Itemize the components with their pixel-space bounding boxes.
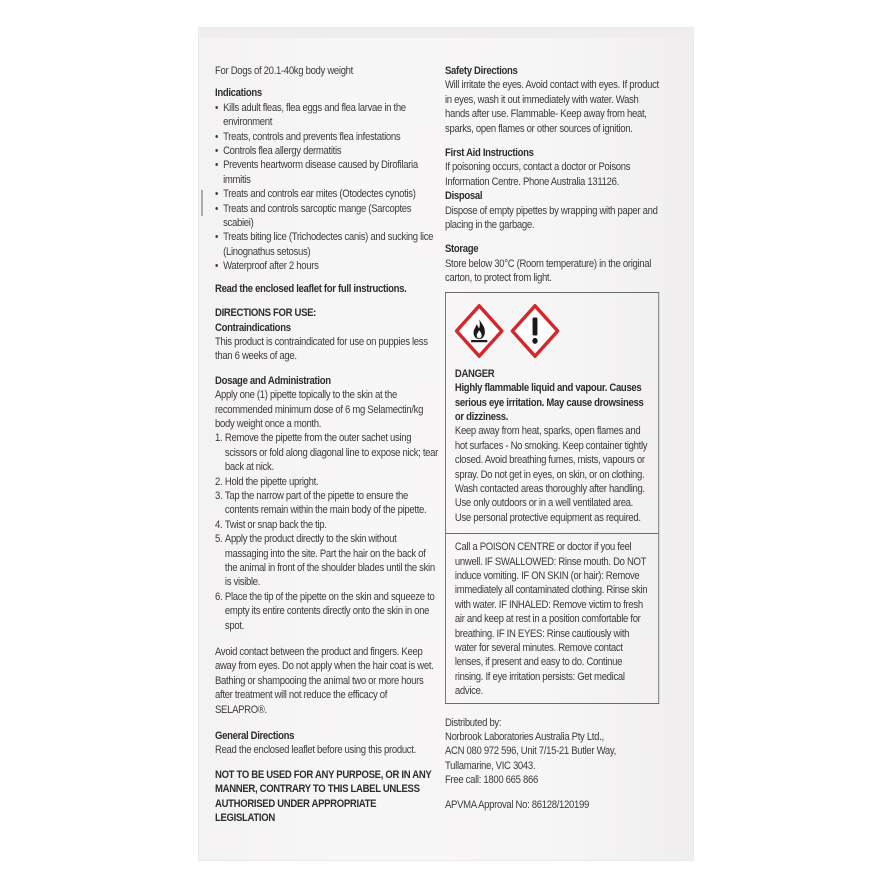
hazard-panel bbox=[445, 292, 659, 704]
disposal-heading: Disposal bbox=[445, 190, 483, 203]
step-text: Tap the narrow part of the pipette to ensure the contents remain within the main body of the pipette. bbox=[224, 489, 427, 517]
disposal-text: Dispose of empty pipettes by wrapping with paper and placing in the garbage. bbox=[445, 204, 658, 232]
step-number: 2. bbox=[215, 475, 223, 488]
hazard-pictograms bbox=[455, 299, 649, 363]
indications-heading: Indications bbox=[215, 87, 262, 100]
first-aid-text: If poisoning occurs, contact a doctor or Poisons Information Centre. Phone Australia 131126. bbox=[445, 161, 631, 188]
apvma-approval: APVMA Approval No: 86128/120199 bbox=[445, 798, 589, 811]
intro-text: For Dogs of 20.1-40kg body weight bbox=[215, 65, 354, 77]
legal-notice: NOT TO BE USED FOR ANY PURPOSE, OR IN ANY MANNER, CONTRARY TO THIS LABEL UNLESS AUTHORISED UNDER APPROPRIATE LEGISLATION bbox=[215, 768, 432, 825]
step-number: 4. bbox=[215, 518, 223, 531]
list-item: • Prevents heartworm disease caused by Dirofilaria immitis bbox=[215, 158, 438, 187]
read-leaflet-notice: Read the enclosed leaflet for full instructions. bbox=[215, 282, 407, 295]
distributor-block bbox=[445, 716, 659, 788]
step-number: 3. bbox=[215, 489, 223, 502]
contraindications-text: This product is contraindicated for use on puppies less than 6 weeks of age. bbox=[215, 335, 428, 363]
avoid-contact-text: Avoid contact between the product and fingers. Keep away from eyes. Do not apply when the hair coat is wet. Bathing or shampooing the animal two or more hours after treatment will not reduce the efficacy of SELAPRO®. bbox=[215, 646, 434, 716]
list-item: • Treats, controls and prevents flea infestations bbox=[215, 130, 438, 144]
indications-list bbox=[215, 101, 438, 274]
list-item: • Treats biting lice (Trichodectes canis) and sucking lice (Linognathus setosus) bbox=[215, 230, 438, 259]
flame-hazard-icon bbox=[455, 304, 504, 358]
left-column bbox=[215, 64, 438, 826]
step-text: Hold the pipette upright. bbox=[224, 475, 319, 488]
list-item: • Kills adult fleas, flea eggs and flea larvae in the environment bbox=[215, 101, 438, 130]
general-directions-text: Read the enclosed leaflet before using this product. bbox=[215, 744, 416, 757]
list-item: • Controls flea allergy dermatitis bbox=[215, 144, 438, 158]
list-item: • Treats and controls ear mites (Otodectes cynotis) bbox=[215, 187, 438, 201]
hazard-statements: Highly flammable liquid and vapour. Causes serious eye irritation. May cause drowsiness or dizziness. bbox=[454, 382, 644, 423]
step-text: Apply the product directly to the skin without massaging into the site. Part the hair on the back of the animal in front of the shoulder blades until the skin is visible. bbox=[224, 533, 435, 589]
exclamation-hazard-icon bbox=[511, 304, 560, 358]
precaution-text: Keep away from heat, sparks, open flames and hot surfaces - No smoking. Keep container tightly closed. Avoid breathing fumes, mists, vapours or spray. Do not get in eyes, on skin, or on clothing. Wash contacted areas thoroughly after handling. Use only outdoors or in a well ventilated area. Use personal protective equipment as required. bbox=[454, 425, 648, 524]
poison-response-text: Call a POISON CENTRE or doctor if you feel unwell. IF SWALLOWED: Rinse mouth. Do NOT induce vomiting. IF ON SKIN (or hair): Remove immediately all contaminated clothing. Rinse skin with water. IF INHALED: Remove victim to fresh air and keep at rest in a position comfortable for breathing. IF IN EYES: Rinse cautiously with water for several minutes. Remove contact lenses, if present and easy to do. Continue rinsing. If eye irritation persists: Get medical advice. bbox=[454, 541, 648, 698]
dosage-text: Apply one (1) pipette topically to the skin at the recommended minimum dose of 6 mg Selamectin/kg body weight once a month. bbox=[215, 389, 424, 430]
distributor-line: Distributed by: bbox=[445, 716, 502, 729]
carton-edge-mark bbox=[201, 190, 203, 216]
list-item bbox=[215, 489, 438, 518]
contraindications-heading: Contraindications bbox=[215, 321, 291, 334]
distributor-line: ACN 080 972 596, Unit 7/15-21 Butler Way, bbox=[445, 745, 616, 758]
step-text: Remove the pipette from the outer sachet using scissors or fold along diagonal line to expose nick; tear back at nick. bbox=[224, 432, 439, 474]
list-item bbox=[215, 518, 438, 532]
storage-heading: Storage bbox=[445, 243, 479, 256]
general-directions-heading: General Directions bbox=[215, 730, 295, 743]
distributor-line: Norbrook Laboratories Australia Pty Ltd., bbox=[445, 731, 604, 744]
first-aid-heading: First Aid Instructions bbox=[445, 147, 534, 160]
distributor-line: Tullamarine, VIC 3043. bbox=[445, 759, 536, 772]
right-column bbox=[445, 64, 659, 812]
list-item: • Treats and controls sarcoptic mange (Sarcoptes scabiei) bbox=[215, 202, 438, 231]
danger-heading: DANGER bbox=[454, 367, 495, 380]
distributor-line: Free call: 1800 665 866 bbox=[445, 774, 538, 787]
list-item bbox=[215, 475, 438, 489]
list-item bbox=[215, 431, 438, 474]
step-number: 5. bbox=[215, 533, 223, 546]
dosage-heading: Dosage and Administration bbox=[215, 374, 331, 387]
step-text: Place the tip of the pipette on the skin and squeeze to empty its entire contents directly onto the skin in one spot. bbox=[224, 590, 435, 632]
hazard-divider bbox=[446, 533, 658, 534]
safety-text: Will irritate the eyes. Avoid contact with eyes. If product in eyes, wash it out immediately with water. Wash hands after use. Flammable- Keep away from heat, sparks, open flames or other sources of ignition. bbox=[445, 79, 659, 135]
step-number: 6. bbox=[215, 590, 223, 603]
safety-heading: Safety Directions bbox=[445, 65, 518, 77]
list-item: • Waterproof after 2 hours bbox=[215, 259, 438, 273]
steps-list bbox=[215, 431, 438, 633]
storage-text: Store below 30°C (Room temperature) in the original carton, to protect from light. bbox=[445, 257, 652, 285]
step-text: Twist or snap back the tip. bbox=[224, 518, 327, 531]
carton-top-edge bbox=[199, 28, 693, 38]
list-item bbox=[215, 590, 438, 633]
directions-heading: DIRECTIONS FOR USE: bbox=[215, 307, 317, 320]
step-number: 1. bbox=[215, 432, 223, 445]
list-item bbox=[215, 532, 438, 590]
